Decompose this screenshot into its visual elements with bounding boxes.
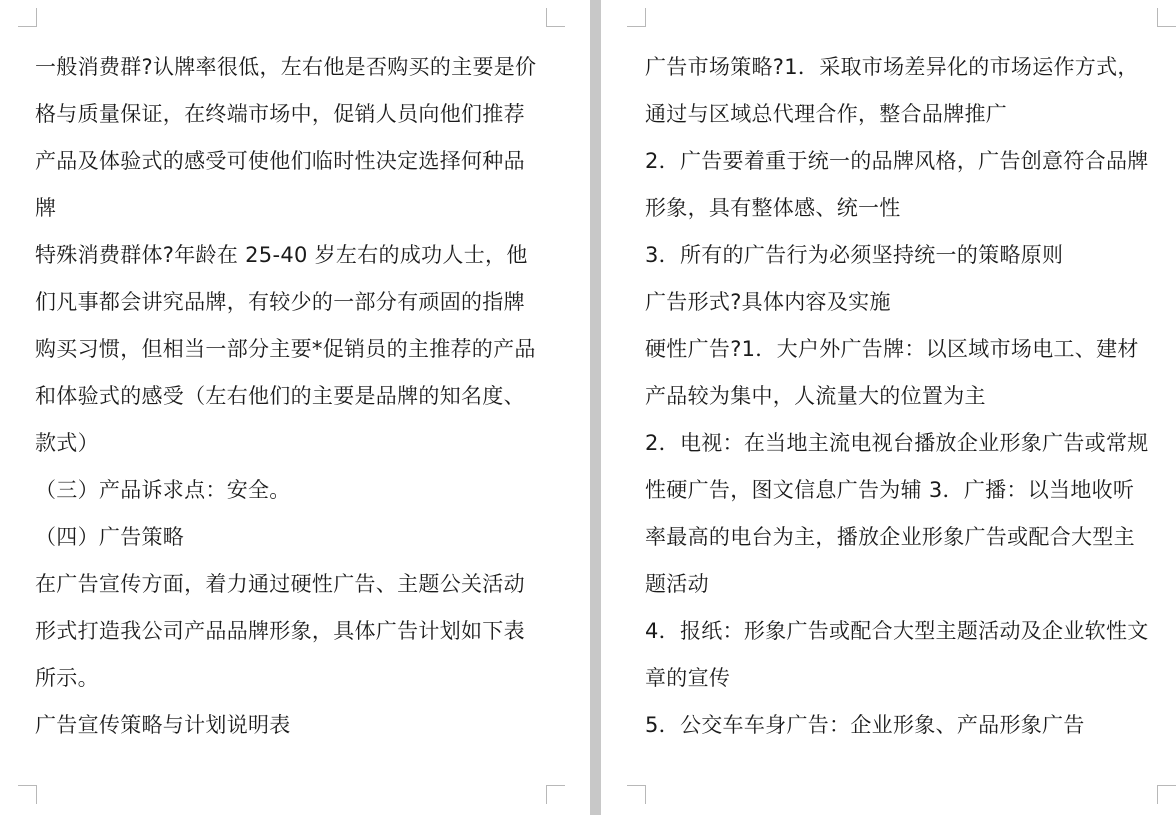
text-line: 硬性广告?1．大户外广告牌：以区域市场电工、建材 (645, 337, 1139, 361)
text-line: 3．所有的广告行为必须坚持统一的策略原则 (645, 243, 1064, 267)
text-line: （三）产品诉求点：安全。 (35, 478, 291, 502)
text-line: 产品较为集中，人流量大的位置为主 (645, 384, 986, 408)
page-corner-mark (18, 785, 37, 804)
document-page-right (601, 0, 1176, 815)
text-line: 产品及体验式的感受可使他们临时性决定选择何种品 (35, 149, 525, 173)
page-separator (590, 0, 601, 815)
text-line: 4．报纸：形象广告或配合大型主题活动及企业软性文 (645, 619, 1149, 643)
text-line: 格与质量保证，在终端市场中，促销人员向他们推荐 (35, 102, 525, 126)
text-line: 章的宣传 (645, 666, 731, 690)
text-line: 广告宣传策略与计划说明表 (35, 713, 291, 737)
page-text-body[interactable] (645, 44, 1165, 749)
text-line: 题活动 (645, 572, 709, 596)
text-line: 5．公交车车身广告：企业形象、产品形象广告 (645, 713, 1085, 737)
text-line: 购买习惯，但相当一部分主要*促销员的主推荐的产品 (35, 337, 536, 361)
page-corner-mark (627, 8, 646, 27)
page-corner-mark (627, 785, 646, 804)
page-corner-mark (18, 8, 37, 27)
text-line: 和体验式的感受（左右他们的主要是品牌的知名度、 (35, 384, 525, 408)
text-line: 广告形式?具体内容及实施 (645, 290, 891, 314)
text-line: 2．广告要着重于统一的品牌风格，广告创意符合品牌 (645, 149, 1149, 173)
text-line: 特殊消费群体?年龄在 25-40 岁左右的成功人士，他 (35, 243, 528, 267)
text-line: 们凡事都会讲究品牌，有较少的一部分有顽固的指牌 (35, 290, 525, 314)
text-line: 2．电视：在当地主流电视台播放企业形象广告或常规 (645, 431, 1149, 455)
text-line: 通过与区域总代理合作，整合品牌推广 (645, 102, 1008, 126)
text-line: 形式打造我公司产品品牌形象，具体广告计划如下表 (35, 619, 525, 643)
text-line: （四）广告策略 (35, 525, 185, 549)
text-line: 广告市场策略?1．采取市场差异化的市场运作方式， (645, 55, 1139, 79)
text-line: 率最高的电台为主，播放企业形象广告或配合大型主 (645, 525, 1135, 549)
page-text-body[interactable] (35, 44, 555, 749)
page-corner-mark (1157, 8, 1176, 27)
text-line: 形象，具有整体感、统一性 (645, 196, 901, 220)
text-line: 所示。 (35, 666, 99, 690)
page-corner-mark (546, 8, 565, 27)
text-line: 性硬广告，图文信息广告为辅 3．广播：以当地收听 (645, 478, 1135, 502)
page-corner-mark (546, 785, 565, 804)
page-corner-mark (1157, 785, 1176, 804)
text-line: 款式） (35, 431, 99, 455)
text-line: 一般消费群?认牌率很低，左右他是否购买的主要是价 (35, 55, 537, 79)
text-line: 牌 (35, 196, 57, 220)
text-line: 在广告宣传方面，着力通过硬性广告、主题公关活动 (35, 572, 525, 596)
